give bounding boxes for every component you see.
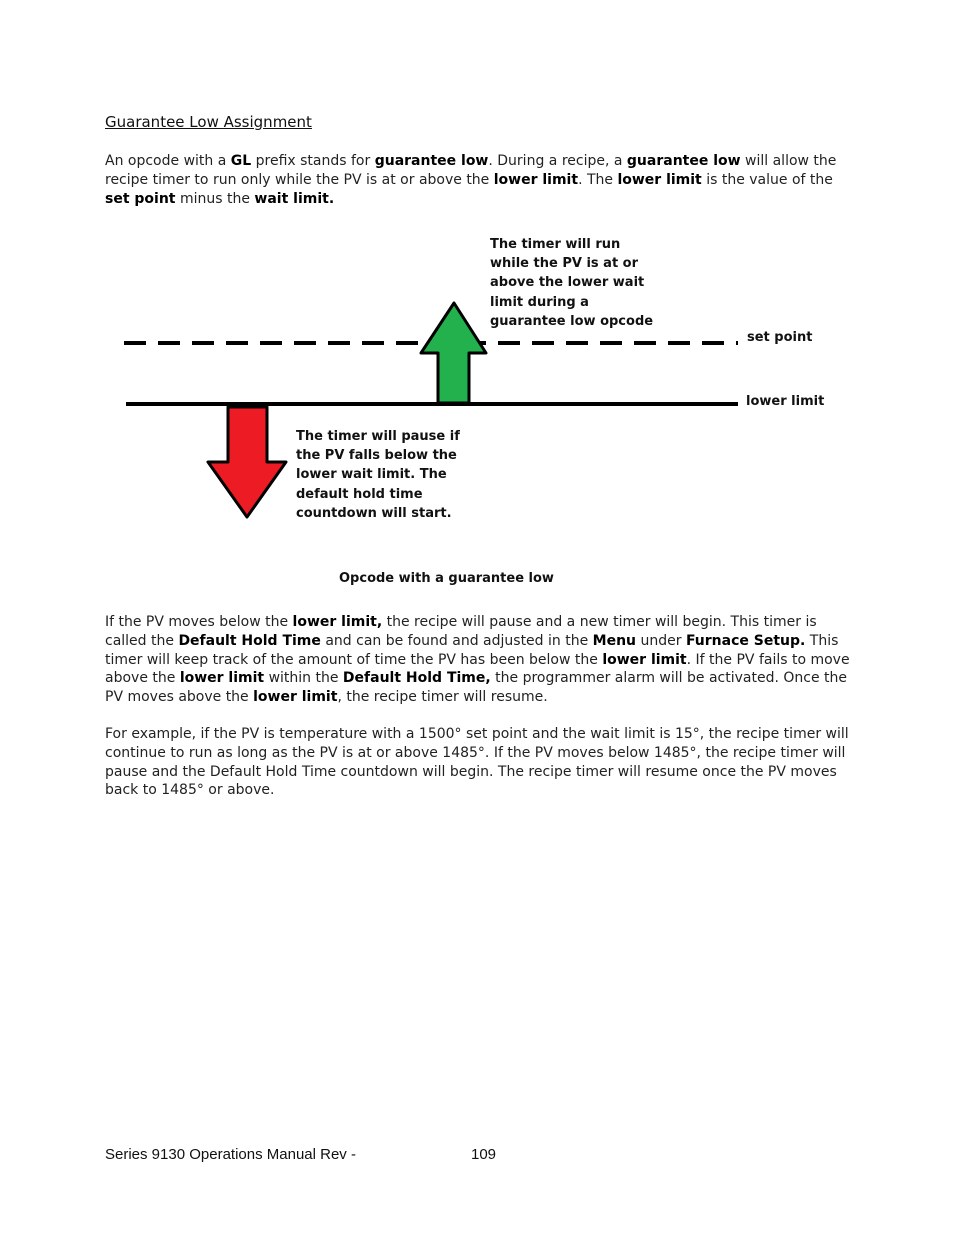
text-run: the recipe will pause and a new timer will begin. This timer is called the [105, 614, 817, 649]
bold-term: lower limit [493, 171, 579, 188]
bold-term: Default Hold Time, [342, 670, 491, 687]
text-run: the programmer alarm will be activated. Once the PV moves above the [105, 670, 847, 706]
example-paragraph: For example, if the PV is temperature with a 1500° set point and the wait limit is 15°, the recipe timer will continue to run as long as the PV is at or above 1485°. If the PV moves below 1485°, the recipe timer will pause and the Default Hold Time countdown will begin. The recipe timer will resume once the PV moves back to 1485° or above. [105, 726, 849, 799]
bold-term: guarantee low [626, 153, 741, 169]
text-run: . The [578, 171, 618, 188]
timer-pause-callout: The timer will pause if the PV falls below the lower wait limit. The default hold time countdown will start. [296, 429, 460, 521]
bold-term: Furnace Setup. [685, 632, 806, 649]
text-run: , the recipe timer will resume. [337, 689, 548, 706]
guarantee-low-diagram [110, 225, 850, 535]
bold-term: wait limit. [254, 190, 335, 207]
text-run: minus the [175, 190, 255, 207]
bold-term: Default Hold Time [178, 632, 321, 649]
figure-caption: Opcode with a guarantee low [339, 571, 554, 586]
text-run: within the [264, 670, 343, 687]
lower-limit-label: lower limit [746, 394, 825, 409]
text-run: under [636, 632, 686, 649]
bold-term: lower limit, [292, 614, 383, 630]
section-heading: Guarantee Low Assignment [105, 113, 312, 131]
text-run: This timer will keep track of the amount of time the PV has been below the [105, 632, 839, 668]
bold-term: lower limit [602, 651, 687, 668]
bold-term: set point [105, 190, 176, 207]
page-number: 109 [471, 1146, 497, 1163]
text-run: . If the PV fails to move above the [105, 651, 850, 687]
bold-term: guarantee low [374, 153, 489, 169]
text-run: is the value of the [701, 171, 833, 188]
bold-term: Menu [592, 632, 637, 649]
bold-term: lower limit [179, 670, 265, 687]
timer-run-callout: The timer will run while the PV is at or above the lower wait limit during a guarantee low opcode [490, 237, 654, 329]
red-down-arrow [208, 407, 286, 517]
default-hold-paragraph [105, 613, 850, 707]
text-run: An opcode with a [105, 153, 231, 169]
bold-term: lower limit [617, 171, 702, 188]
text-run: prefix stands for [251, 153, 375, 169]
intro-paragraph [105, 152, 850, 208]
bold-term: GL [230, 153, 252, 169]
set-point-label: set point [747, 330, 813, 345]
bold-term: lower limit [253, 689, 338, 706]
text-run: will allow the recipe timer to run only while the PV is at or above the [105, 153, 837, 188]
green-up-arrow [421, 303, 486, 403]
footer-title: Series 9130 Operations Manual Rev - [105, 1146, 356, 1163]
text-run: If the PV moves below the [105, 614, 293, 630]
text-run: and can be found and adjusted in the [320, 632, 593, 649]
text-run: . During a recipe, a [488, 153, 627, 169]
